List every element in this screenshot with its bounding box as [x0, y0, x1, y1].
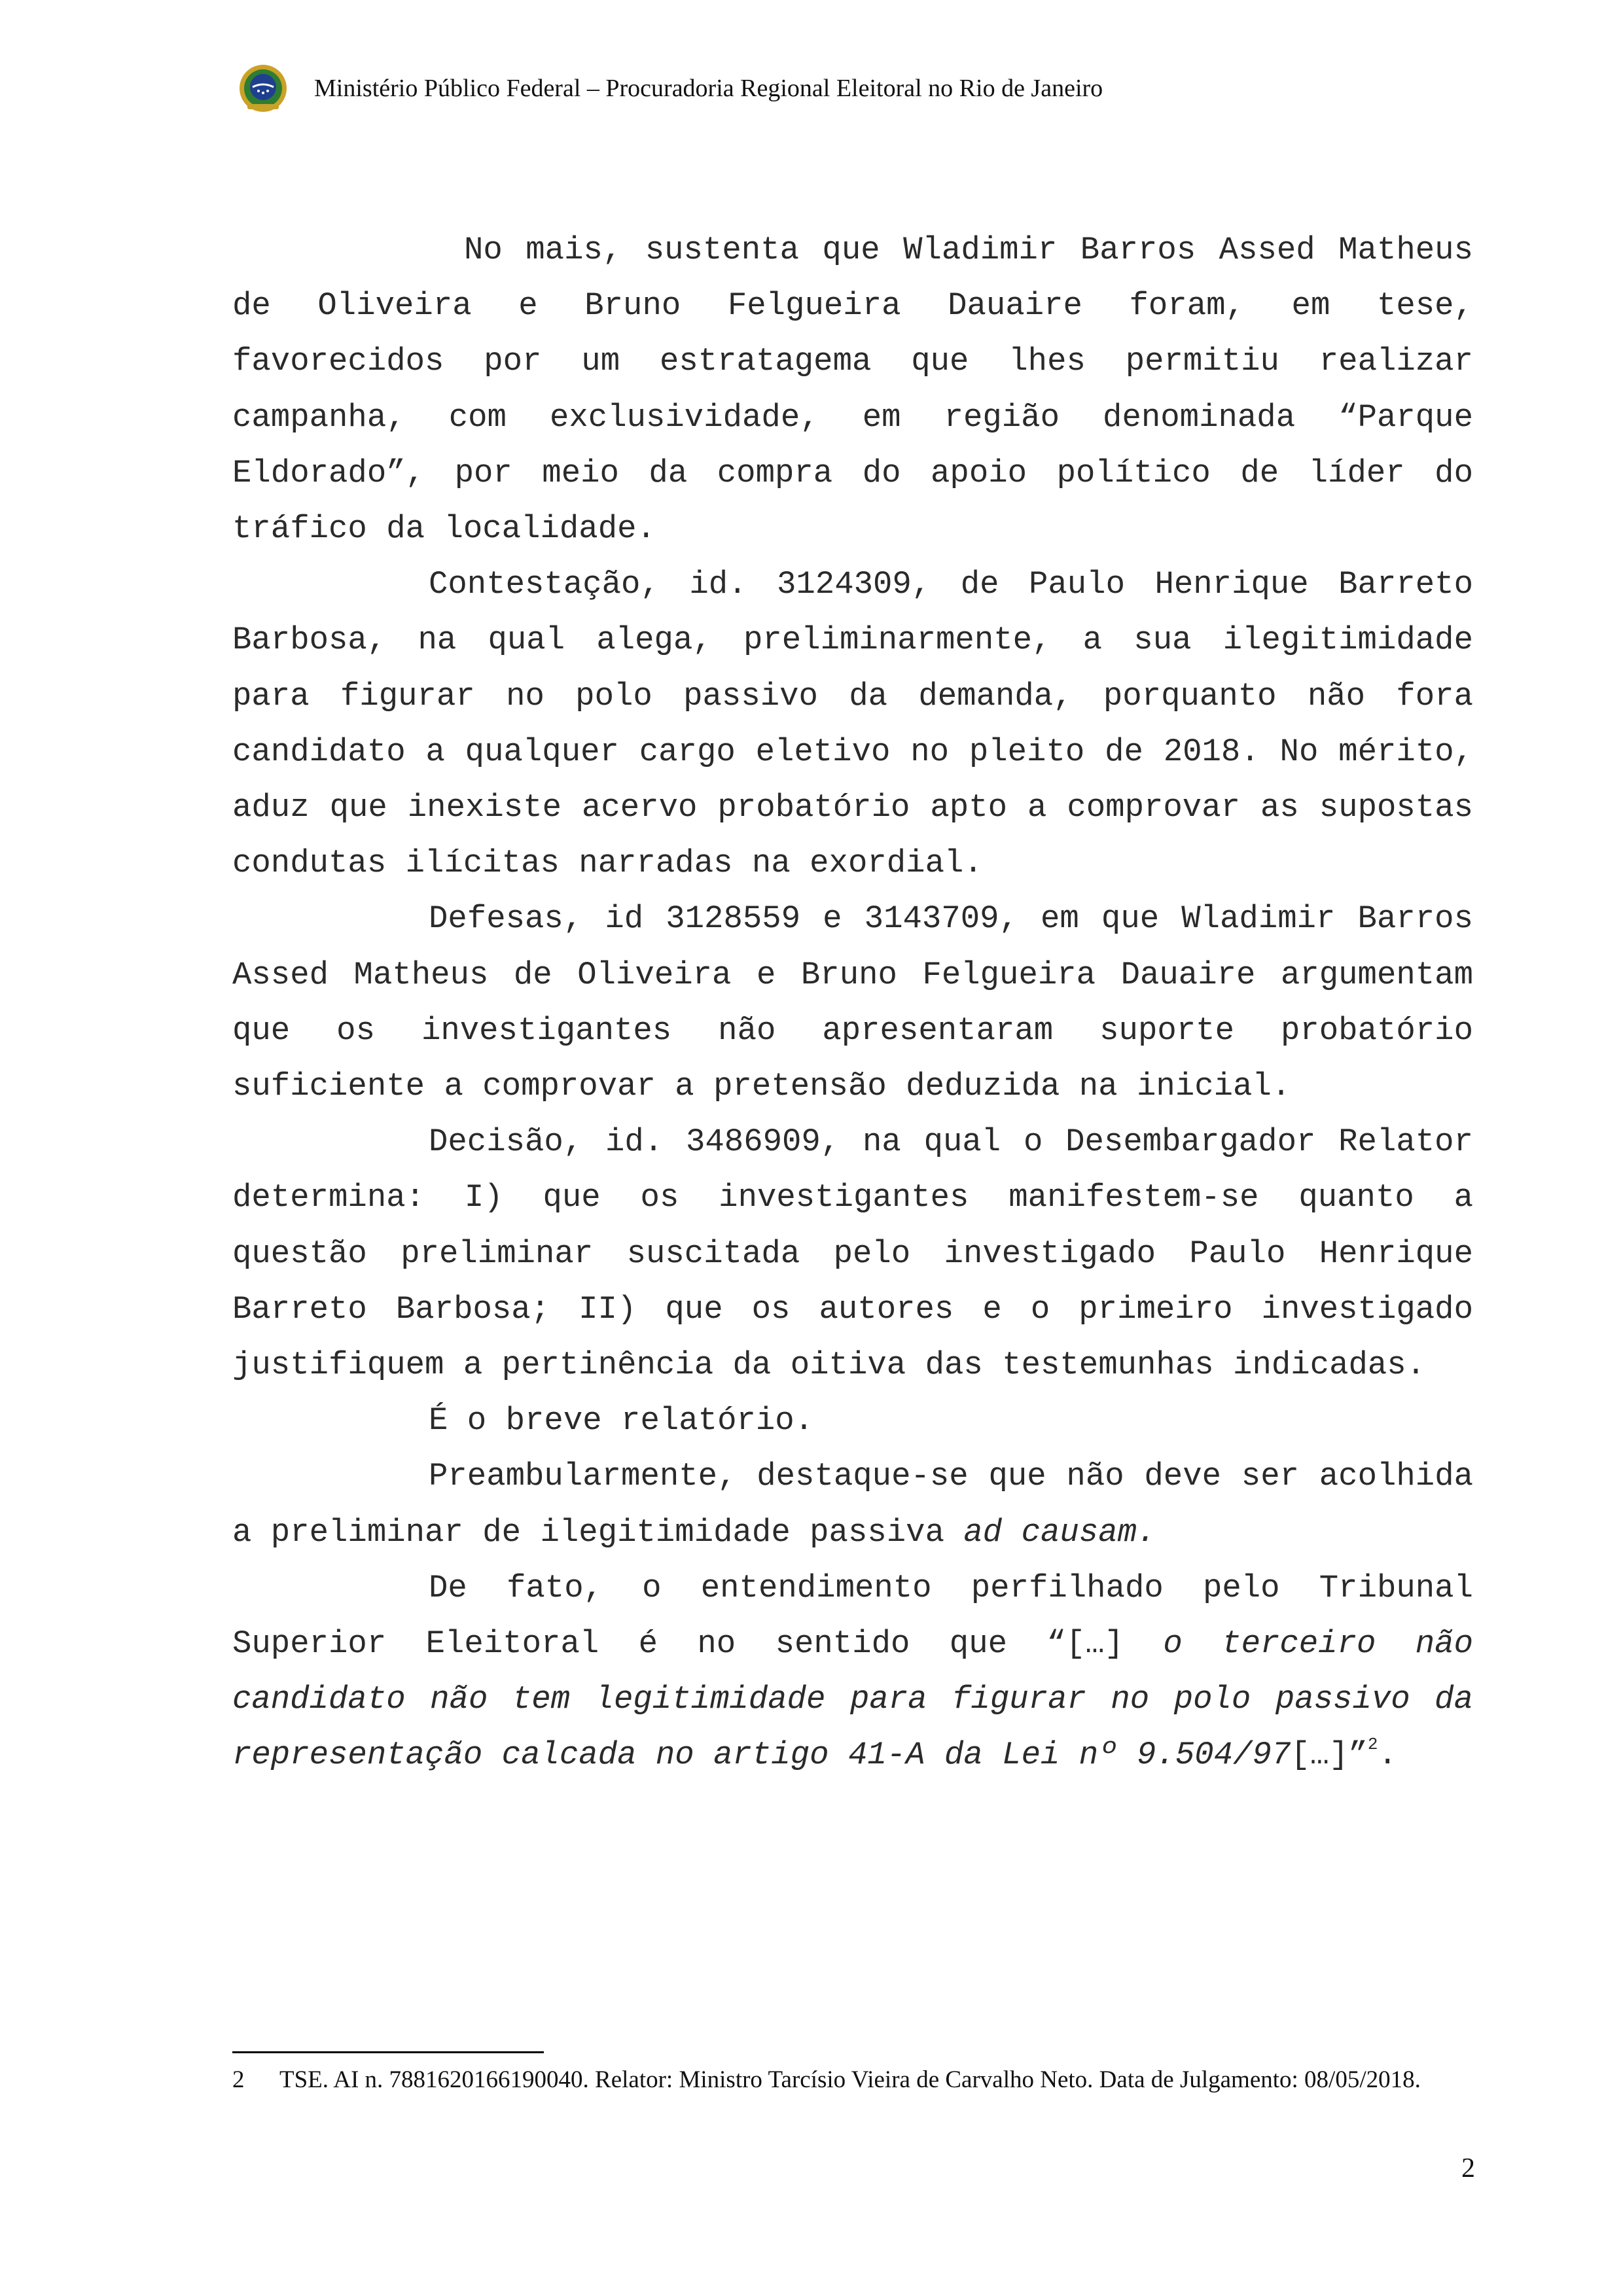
- coat-of-arms-icon: [237, 62, 289, 115]
- footnote-number: 2: [232, 2066, 245, 2093]
- document-body: [232, 222, 1473, 1788]
- paragraph-5: É o breve relatório.: [429, 1402, 814, 1439]
- paragraph-6-text: Preambularmente, destaque-se que não deve ser acolhida a preliminar de ilegitimidade passiva: [232, 1458, 1473, 1551]
- paragraph-1: No mais, sustenta que Wladimir Barros Assed Matheus de Oliveira e Bruno Felgueira Dauaire foram, em tese, favorecidos por um estratagema que lhes permitiu realizar campanha, com exclusividade, em região denominada “Parque Eldorado”, por meio da compra do apoio político de líder do tráfico da localidade.: [232, 232, 1473, 548]
- header-title: Ministério Público Federal – Procuradoria Regional Eleitoral no Rio de Janeiro: [314, 75, 1103, 102]
- paragraph-7-closing: […]”: [1291, 1737, 1368, 1774]
- footnote-separator: [232, 2051, 544, 2053]
- page-header: [237, 60, 1103, 116]
- paragraph-7-end: .: [1378, 1737, 1397, 1774]
- page-number: 2: [1461, 2153, 1475, 2183]
- paragraph-4: Decisão, id. 3486909, na qual o Desembargador Relator determina: I) que os investigantes manifestem-se quanto a questão preliminar suscitada pelo investigado Paulo Henrique Barreto Barbosa; II) que os autores e o primeiro investigado justifiquem a pertinência da oitiva das testemunhas indicadas.: [232, 1123, 1473, 1384]
- paragraph-6: [232, 1449, 1473, 1560]
- footnote: [232, 2065, 1473, 2095]
- paragraph-7-text: De fato, o entendimento perfilhado pelo Tribunal Superior Eleitoral é no sentido que “[…]: [232, 1569, 1473, 1663]
- paragraph-2: Contestação, id. 3124309, de Paulo Henrique Barreto Barbosa, na qual alega, preliminarmente, a sua ilegitimidade para figurar no polo passivo da demanda, porquanto não fora candidato a qualquer cargo eletivo no pleito de 2018. No mérito, aduz que inexiste acervo probatório apto a comprovar as supostas condutas ilícitas narradas na exordial.: [232, 566, 1473, 882]
- paragraph-7: [232, 1561, 1473, 1788]
- paragraph-7-quote: o terceiro não candidato não tem legitimidade para figurar no polo passivo da representação calcada no artigo 41-A da Lei nº 9.504/97: [232, 1625, 1473, 1774]
- footnote-reference: 2: [1367, 1735, 1378, 1755]
- footnote-text: TSE. AI n. 7881620166190040. Relator: Ministro Tarcísio Vieira de Carvalho Neto. Data de Julgamento: 08/05/2018.: [279, 2066, 1421, 2093]
- paragraph-3: Defesas, id 3128559 e 3143709, em que Wladimir Barros Assed Matheus de Oliveira e Bruno Felgueira Dauaire argumentam que os investigantes não apresentaram suporte probatório suficiente a comprovar a pretensão deduzida na inicial.: [232, 900, 1473, 1105]
- paragraph-6-italic: ad causam.: [963, 1513, 1156, 1551]
